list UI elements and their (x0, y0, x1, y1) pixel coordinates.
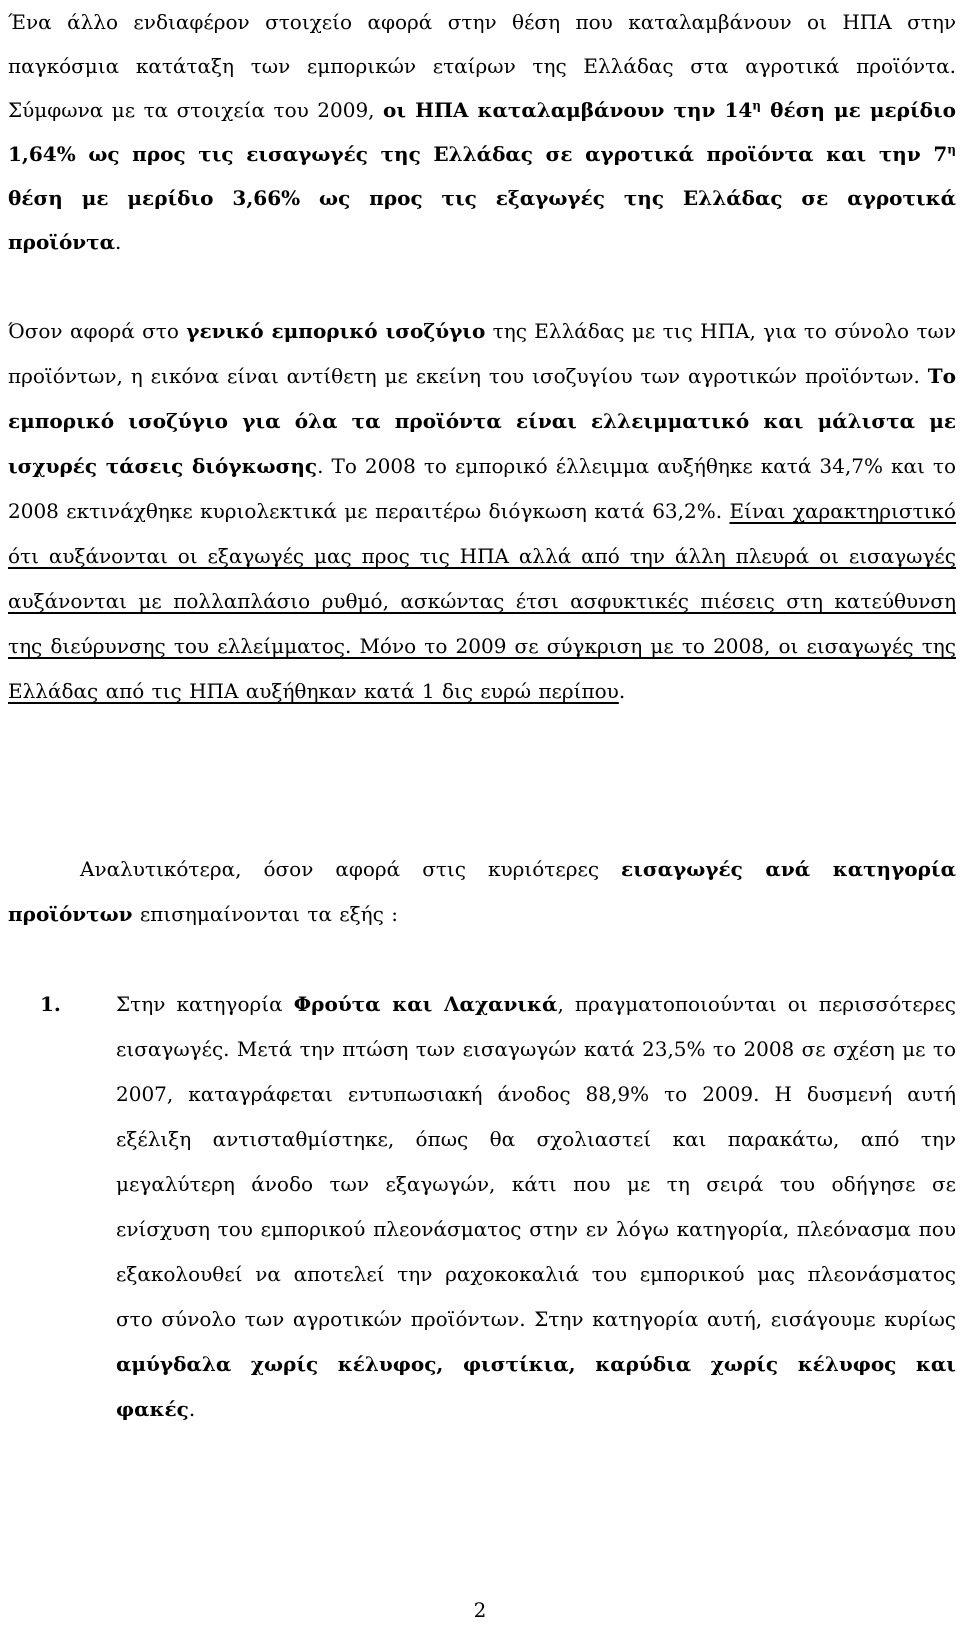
text-run: Όσον αφορά στο (8, 319, 187, 343)
page-number: 2 (473, 1598, 487, 1622)
paragraph-trade-balance (8, 309, 956, 714)
bold-run: γενικό εμπορικό ισοζύγιο (186, 319, 486, 343)
superscript: η (947, 142, 956, 157)
bold-run: Φρούτα και Λαχανικά (293, 992, 558, 1016)
text-run: Ένα άλλο ενδιαφέρον στοιχείο αφορά στην θέση που καταλαμβάνουν οι ΗΠΑ στην παγκόσμια κατάταξη των εμπορικών εταίρων της Ελλάδας στα αγροτικά προϊόντα. Σύμφωνα με τα στοιχεία του 2009, (8, 10, 956, 122)
text-run: . (618, 679, 626, 703)
list-number: 1. (40, 992, 61, 1016)
underlined-run: Είναι χαρακτηριστικό ότι αυξάνονται οι εξαγωγές μας προς τις ΗΠΑ αλλά από την άλλη πλευρά οι εισαγωγές αυξάνονται με πολλαπλάσιο ρυθμό, ασκώντας έτσι ασφυκτικές πιέσεις στη κατεύθυνση της διεύρυνσης του ελλείμματος. Μόνο το 2009 σε σύγκριση με το 2008, οι εισαγωγές της Ελλάδας από τις ΗΠΑ αυξήθηκαν κατά 1 δις ευρώ περίπου (8, 499, 956, 703)
text-run: . Το 2008 το εμπορικό έλλειμμα αυξήθηκε κατά 34,7% και το 2008 εκτινάχθηκε κυριολεκτικά με περαιτέρω διόγκωση κατά 63,2%. (8, 454, 957, 523)
text-run: . (115, 230, 122, 254)
superscript: η (752, 98, 762, 113)
bold-run: οι ΗΠΑ καταλαμβάνουν την 14 (383, 98, 753, 122)
bold-run: Το εμπορικό ισοζύγιο για όλα τα προϊόντα είναι ελλειμματικό και μάλιστα με ισχυρές τάσεις διόγκωσης (8, 364, 956, 478)
list-item (40, 982, 956, 1432)
text-run: Στην κατηγορία (116, 992, 294, 1016)
text-run: , πραγματοποιούνται οι περισσότερες εισαγωγές. Μετά την πτώση των εισαγωγών κατά 23,5% το 2008 σε σχέση με το 2007, καταγράφεται εντυπωσιακή άνοδος 88,9% το 2009. Η δυσμενή αυτή εξέλιξη αντισταθμίστηκε, όπως θα σχολιαστεί και παρακάτω, από την μεγαλύτερη άνοδο των εξαγωγών, κάτι που με τη σειρά του οδήγησε σε ενίσχυση του εμπορικού πλεονάσματος στην εν λόγω κατηγορία, πλεόνασμα που εξακολουθεί να αποτελεί την ραχοκοκαλιά του εμπορικού μας πλεονάσματος στο σύνολο των αγροτικών προϊόντων. Στην κατηγορία αυτή, εισάγουμε κυρίως (116, 992, 956, 1331)
bold-run: εισαγωγές ανά κατηγορία προϊόντων (8, 857, 957, 926)
paragraph-us-ranking (8, 0, 956, 264)
text-run: Αναλυτικότερα, όσον αφορά στις κυριότερες (80, 857, 622, 881)
text-run: . (188, 1397, 196, 1421)
bold-run: θέση με μερίδιο 1,64% ως προς τις εισαγωγές της Ελλάδας σε αγροτικά προϊόντα και την 7 (8, 98, 956, 166)
list-item-text (116, 982, 956, 1432)
bold-run: αμύγδαλα χωρίς κέλυφος, φιστίκια, καρύδια χωρίς κέλυφος και φακές (116, 1352, 956, 1421)
text-run: επισημαίνονται τα εξής : (132, 902, 398, 926)
paragraph-imports-intro (8, 847, 956, 937)
text-run: της Ελλάδας με τις ΗΠΑ, για το σύνολο των προϊόντων, η εικόνα είναι αντίθετη με εκείνη του ισοζυγίου των αγροτικών προϊόντων. (8, 319, 956, 388)
bold-run: θέση με μερίδιο 3,66% ως προς τις εξαγωγές της Ελλάδας σε αγροτικά προϊόντα (8, 186, 956, 254)
